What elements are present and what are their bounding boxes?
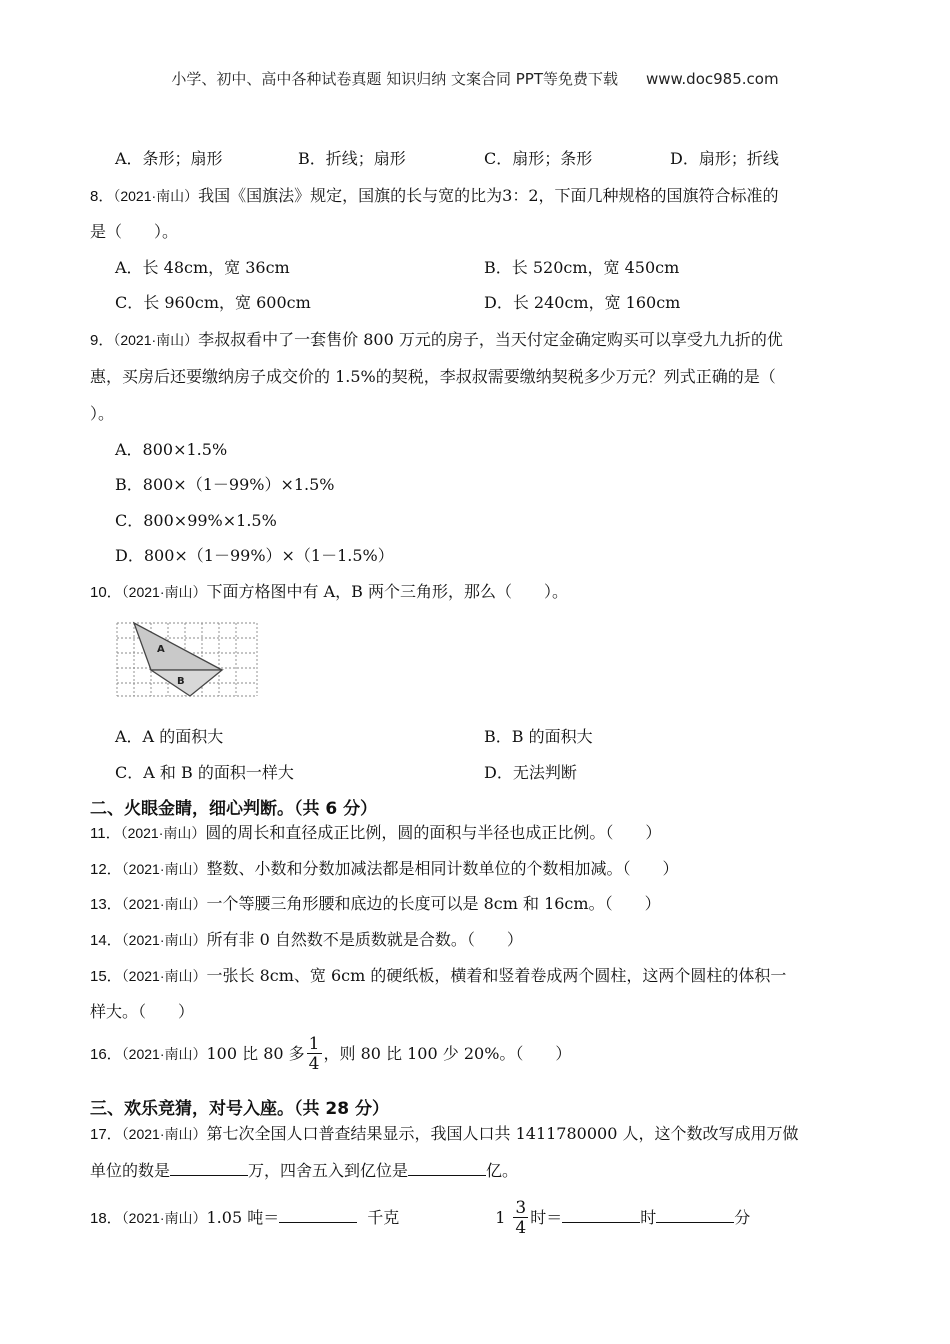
q18-whole: 1 [495, 1208, 506, 1227]
q7-option-c: C．扇形；条形 [484, 149, 593, 168]
q10-grid-figure [112, 618, 262, 700]
q9-line-1 [90, 327, 870, 350]
q15-line-1 [90, 963, 870, 986]
q13-text: 一个等腰三角形腰和底边的长度可以是 8cm 和 16cm。（ ） [206, 894, 661, 913]
q17-text-2b: 万，四舍五入到亿位是 [248, 1161, 409, 1180]
q14-line [90, 927, 870, 950]
q18-part2: 时＝ [530, 1208, 563, 1227]
q11-text: 圆的周长和直径成正比例，圆的面积与半径也成正比例。（ ） [205, 823, 662, 842]
q8-text-1: 我国《国旗法》规定，国旗的长与宽的比为3：2，下面几种规格的国旗符合标准的 [198, 186, 779, 205]
q18-blank-1[interactable] [279, 1208, 357, 1223]
q9-option-b: B．800×（1－99%）×1.5% [115, 475, 335, 494]
q8-option-d: D．长 240cm，宽 160cm [484, 293, 681, 312]
q15-number: 15． [90, 968, 122, 985]
q14-text: 所有非 0 自然数不是质数就是合数。（ ） [206, 930, 523, 949]
q7-option-a: A．条形；扇形 [115, 149, 223, 168]
header-site[interactable]: www.doc985.com [645, 70, 779, 88]
q16-frac-den: 4 [308, 1054, 320, 1074]
q8-option-c: C．长 960cm，宽 600cm [115, 293, 311, 312]
q17-text-2c: 亿。 [486, 1161, 519, 1180]
q16-frac-num: 1 [308, 1034, 320, 1054]
label-a: A [157, 644, 165, 655]
q15-line-2: 样大。（ ） [90, 1002, 195, 1021]
q9-option-a: A．800×1.5% [115, 440, 228, 459]
q14-number: 14． [90, 932, 122, 949]
q11-number: 11． [90, 825, 121, 842]
page-header [0, 68, 950, 89]
q10-number: 10． [90, 584, 122, 601]
q15-tag: （2021·南山） [121, 968, 207, 984]
q16-pre: 100 比 80 多 [206, 1044, 305, 1063]
q18-fraction [513, 1200, 528, 1237]
q10-option-b: B．B 的面积大 [484, 727, 593, 746]
q9-number: 9． [90, 332, 114, 349]
q18-number: 18． [90, 1210, 122, 1227]
q18-line [90, 1200, 870, 1240]
q18-blank-2[interactable] [562, 1208, 640, 1223]
q10-tag: （2021·南山） [121, 584, 207, 600]
q13-number: 13． [90, 896, 122, 913]
label-b: B [177, 676, 185, 687]
q18-tag: （2021·南山） [121, 1210, 207, 1226]
q14-tag: （2021·南山） [121, 932, 207, 948]
q18-frac-num: 3 [515, 1198, 527, 1218]
q17-blank-1[interactable] [170, 1161, 248, 1176]
q18-blank-3[interactable] [656, 1208, 734, 1223]
q9-line-3: ）。 [90, 404, 115, 423]
q17-tag: （2021·南山） [121, 1126, 207, 1142]
q16-number: 16． [90, 1046, 122, 1063]
q17-line-1 [90, 1121, 870, 1144]
q16-post: ，则 80 比 100 少 20%。（ ） [323, 1044, 572, 1063]
q8-tag: （2021·南山） [113, 188, 199, 204]
q10-option-c: C．A 和 B 的面积一样大 [115, 763, 294, 782]
q9-option-d: D．800×（1－99%）×（1－1.5%） [115, 546, 394, 565]
q12-line [90, 856, 870, 879]
q17-number: 17． [90, 1126, 122, 1143]
q16-line [90, 1036, 870, 1076]
q17-line-2 [90, 1158, 870, 1181]
q8-option-a: A．长 48cm，宽 36cm [115, 258, 290, 277]
q18-part1: 1.05 吨＝ [206, 1208, 280, 1227]
triangle-a [134, 623, 222, 670]
q16-tag: （2021·南山） [121, 1046, 207, 1062]
q12-number: 12． [90, 861, 122, 878]
q17-text-2a: 单位的数是 [90, 1161, 171, 1180]
header-text: 小学、初中、高中各种试卷真题 知识归纳 文案合同 PPT等免费下载 [171, 70, 618, 88]
q11-tag: （2021·南山） [120, 825, 206, 841]
q17-text-1: 第七次全国人口普查结果显示，我国人口共 1411780000 人，这个数改写成用万做 [206, 1124, 799, 1143]
q8-line-1 [90, 183, 870, 206]
q12-text: 整数、小数和分数加减法都是相同计数单位的个数相加减。（ ） [206, 859, 679, 878]
q17-blank-2[interactable] [408, 1161, 486, 1176]
q9-tag: （2021·南山） [113, 332, 199, 348]
q8-number: 8． [90, 188, 114, 205]
section-2-heading: 二、火眼金睛，细心判断。（共 6 分） [90, 799, 378, 819]
q10-line-1 [90, 579, 870, 602]
section-3-heading: 三、欢乐竞猜，对号入座。（共 28 分） [90, 1099, 389, 1119]
q7-option-d: D．扇形；折线 [670, 149, 779, 168]
q10-text: 下面方格图中有 A，B 两个三角形，那么（ ）。 [206, 582, 568, 601]
q13-tag: （2021·南山） [121, 896, 207, 912]
q10-option-a: A．A 的面积大 [115, 727, 224, 746]
q10-option-d: D．无法判断 [484, 763, 577, 782]
q13-line [90, 891, 870, 914]
q8-line-2: 是（ ）。 [90, 222, 179, 241]
q11-line [90, 820, 870, 843]
q18-unit3: 分 [734, 1208, 751, 1227]
q18-unit1: 千克 [367, 1208, 400, 1227]
q18-frac-den: 4 [515, 1218, 527, 1238]
q15-text-1: 一张长 8cm、宽 6cm 的硬纸板，横着和竖着卷成两个圆柱，这两个圆柱的体积一 [206, 966, 787, 985]
q12-tag: （2021·南山） [121, 861, 207, 877]
q9-text-1: 李叔叔看中了一套售价 800 万元的房子，当天付定金确定购买可以享受九九折的优 [198, 330, 783, 349]
q9-option-c: C．800×99%×1.5% [115, 511, 277, 530]
q8-option-b: B．长 520cm，宽 450cm [484, 258, 680, 277]
q7-option-b: B．折线；扇形 [298, 149, 406, 168]
q9-line-2: 惠，买房后还要缴纳房子成交价的 1.5%的契税，李叔叔需要缴纳契税多少万元？列式正确的是（ [90, 367, 776, 386]
q18-unit2: 时 [640, 1208, 657, 1227]
q16-fraction [307, 1036, 322, 1073]
